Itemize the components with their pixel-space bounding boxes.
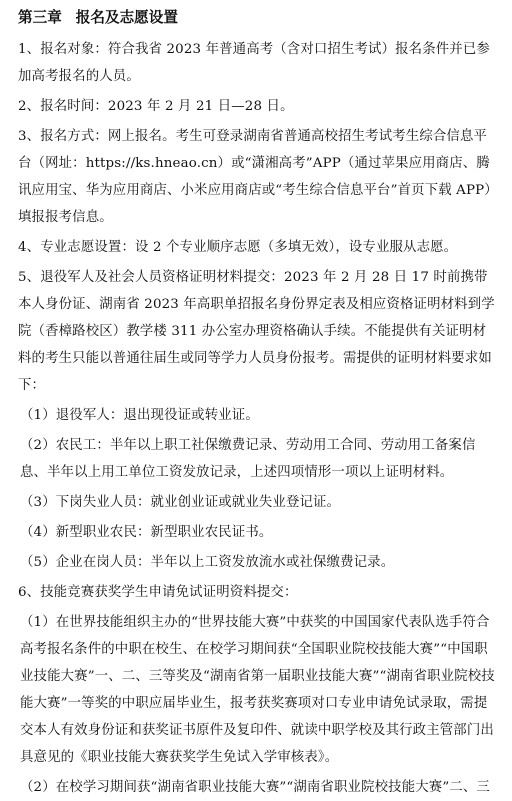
list-item-laid-off: （3）下岗失业人员：就业创业证或就业失业登记证。 xyxy=(20,495,341,510)
list-item-migrant-workers: （2）农民工：半年以上职工社保缴费记录、劳动用工合同、劳动用工备案信息、半年以上用工单位工资发放记录，上述四项情形一项以上证明材料。 xyxy=(20,438,476,480)
paragraph-qualification-materials: 5、退役军人及社会人员资格证明材料提交：2023 年 2 月 28 日 17 时前携带本人身份证、湖南省 2023 年高职单招报名身份界定表及相应资格证明材料到学院（香樟路校区）教学楼 311 办公室办理资格确认手续。不能提供有关证明材料的考生只能以普通往届生或同等学力人员身份报考。需提供的证明材料要求如下： xyxy=(18,270,495,393)
list-item-world-skills: （1）在世界技能组织主办的“世界技能大赛”中获奖的中国国家代表队选手符合高考报名条件的中职在校生、在校学习期间获“全国职业院校技能大赛”“中国职业技能大赛”一、二、三等奖及“湖南省第一届职业技能大赛”“湖南省职业院校技能大赛”一等奖的中职应届毕业生，报考获奖赛项对口专业申请免试录取，需提交本人有效身份证和获奖证书原件及复印件、就读中职学校及其行政主管部门出具意见的《职业技能大赛获奖学生免试入学审核表》。 xyxy=(20,615,495,765)
paragraph-registration-method: 3、报名方式：网上报名。考生可登录湖南省普通高校招生考试考生综合信息平台（网址：https://ks.hneao.cn）或“潇湘高考”APP（通过苹果应用商店、腾讯应用宝、华为应用商店、小米应用商店或“考生综合信息平台”首页下载 APP）填报报考信息。 xyxy=(18,129,492,225)
chapter-title: 报名及志愿设置 xyxy=(75,9,178,26)
list-item-new-farmers: （4）新型职业农民：新型职业农民证书。 xyxy=(20,525,273,540)
list-item-enterprise-staff: （5）企业在岗人员：半年以上工资发放流水或社保缴费记录。 xyxy=(20,555,395,570)
list-item-veterans: （1）退役军人：退出现役证或转业证。 xyxy=(20,408,259,423)
chapter-heading xyxy=(18,8,496,28)
chapter-number: 第三章 xyxy=(18,9,62,26)
list-item-provincial-skills: （2）在校学习期间获“湖南省职业技能大赛”“湖南省职业院校技能大赛”二、三 xyxy=(20,780,490,795)
paragraph-major-preference: 4、专业志愿设置：设 2 个专业顺序志愿（多填无效），设专业服从志愿。 xyxy=(18,240,458,255)
paragraph-registration-target: 1、报名对象：符合我省 2023 年普通高考（含对口招生考试）报名条件并已参加高考报名的人员。 xyxy=(18,42,490,84)
paragraph-registration-time: 2、报名时间：2023 年 2 月 21 日—28 日。 xyxy=(18,99,294,114)
document-page xyxy=(18,8,496,801)
paragraph-skill-competition: 6、技能竞赛获奖学生申请免试证明资料提交： xyxy=(18,585,298,600)
